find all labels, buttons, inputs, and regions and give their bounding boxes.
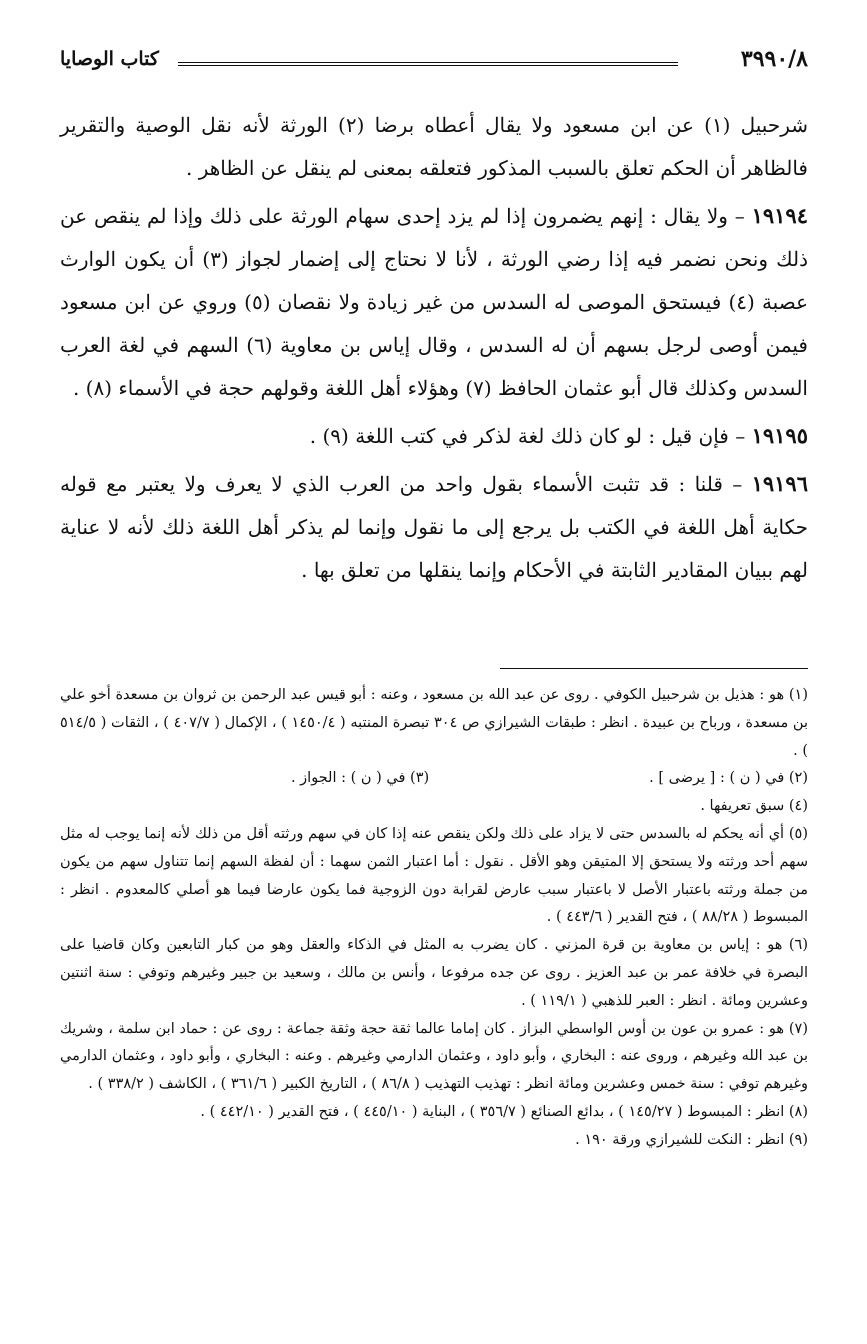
footnote: (٥) أي أنه يحكم له بالسدس حتى لا يزاد على ذلك ولكن ينقص عنه إذا كان في سهم ورثته أقل من ذلك لأنه إنما يوجب له مثل سهم أحد ورثته ولا يستحق إلا المتيقن وهو الأقل . نقول : أما اعتبار الثمن سهما : أن لفظة السهم إنما تتناول سهم من يكون من جملة ورثته باعتبار الأصل لا باعتبار سبب عارض لقرابة دون الزوجية فما يكون عارضا فيما هو أصلي كالمعدوم . انظر : المبسوط ( ٨٨/٢٨ ) ، فتح القدير ( ٤٤٣/٦ ) . bbox=[60, 825, 808, 926]
book-page bbox=[60, 42, 808, 1332]
book-title: كتاب الوصايا bbox=[60, 48, 159, 70]
paragraph-number: ١٩١٩٦ bbox=[751, 471, 808, 496]
footnote-pair bbox=[60, 765, 808, 793]
footnote: (١) هو : هذيل بن شرحبيل الكوفي . روى عن عبد الله بن مسعود ، وعنه : أبو قيس عبد الرحمن بن ثروان بن مسعدة أخو علي بن مسعدة ، ورباح بن عبيدة . انظر : طبقات الشيرازي ص ٣٠٤ تبصرة المنتبه ( ١٤٥٠/٤ ) ، الإكمال ( ٤٠٧/٧ ) ، الثقات ( ٥١٤/٥ ) . bbox=[60, 687, 809, 759]
footnote: (٣) في ( ن ) : الجواز . bbox=[290, 770, 430, 787]
paragraph bbox=[60, 414, 808, 458]
paragraph bbox=[60, 462, 808, 592]
header-rule bbox=[178, 62, 678, 66]
footnote: (٩) انظر : النكت للشيرازي ورقة ١٩٠ . bbox=[575, 1131, 808, 1148]
footnote: (٨) انظر : المبسوط ( ١٤٥/٢٧ ) ، بدائع الصنائع ( ٣٥٦/٧ ) ، البناية ( ٤٤٥/١٠ ) ، فتح القدير ( ٤٤٢/١٠ ) . bbox=[200, 1103, 808, 1120]
footnote: (٢) في ( ن ) : [ يرضى ] . bbox=[649, 770, 808, 787]
paragraph-number: ١٩١٩٤ bbox=[751, 203, 808, 228]
paragraph-text: – فإن قيل : لو كان ذلك لغة لذكر في كتب اللغة (٩) . bbox=[309, 424, 752, 448]
paragraph-text: – قلنا : قد تثبت الأسماء بقول واحد من العرب الذي لا يعرف ولا يعتبر مع قوله حكاية أهل اللغة في الكتب بل يرجع إلى ما نقول وإنما لم يذكر أهل اللغة ذلك لأنه لا عناية لهم ببيان المقادير الثابتة في الأحكام وإنما ينقلها من تعلق بها . bbox=[60, 472, 808, 582]
paragraph bbox=[60, 194, 808, 410]
footnote: (٧) هو : عمرو بن عون بن أوس الواسطي البزاز . كان إماما عالما ثقة حجة وثقة جماعة : روى عن : حماد ابن سلمة ، وشريك بن عبد الله وغيرهم ، وروى عنه : البخاري ، وأبو داود ، وعثمان الدارمي وغيرهم . وعنه : البخاري ، وأبو داود ، وعثمان الدارمي وغيرهم توفي : سنة خمس وعشرين ومائة انظر : تهذيب التهذيب ( ٨٦/٨ ) ، التاريخ الكبير ( ٣٦١/٦ ) ، الكاشف ( ٣٣٨/٢ ) . bbox=[60, 1020, 808, 1093]
footnote: (٦) هو : إياس بن معاوية بن قرة المزني . كان يضرب به المثل في الذكاء والعقل وهو من كبار التابعين وكان قاضيا على البصرة في خلافة عمر بن عبد العزيز . روى عن جده مرفوعا ، وأنس بن مالك ، وسعيد بن جبير وغيرهم وتوفي : سنة اثنتين وعشرين ومائة . انظر : العبر للذهبي ( ١١٩/١ ) . bbox=[60, 937, 808, 1009]
main-text bbox=[60, 104, 808, 596]
footnote-separator bbox=[500, 668, 808, 669]
paragraph bbox=[60, 104, 808, 190]
footnote: (٤) سبق تعريفها . bbox=[700, 798, 808, 815]
page-header bbox=[60, 42, 808, 82]
paragraph-text: – ولا يقال : إنهم يضمرون إذا لم يزد إحدى سهام الورثة على ذلك وإذا لم ينقص عن ذلك ونحن نضمر فيه إذا رضي الورثة ، لأنا لا نحتاج إلى إضمار لجواز (٣) أن يكون الوارث عصبة (٤) فيستحق الموصى له السدس من غير زيادة ولا نقصان (٥) وروي عن ابن مسعود فيمن أوصى لرجل بسهم أن له السدس ، وقال إياس بن معاوية (٦) السهم في لغة العرب السدس وكذلك قال أبو عثمان الحافظ (٧) وهؤلاء أهل اللغة وقولهم حجة في الأسماء (٨) . bbox=[60, 204, 808, 400]
footnote-gap bbox=[429, 765, 649, 793]
paragraph-number: ١٩١٩٥ bbox=[751, 423, 808, 448]
page-number: ٣٩٩٠/٨ bbox=[740, 46, 808, 72]
paragraph-text: شرحبيل (١) عن ابن مسعود ولا يقال أعطاه برضا (٢) الورثة لأنه نقل الوصية والتقرير فالظاهر أن الحكم تعلق بالسبب المذكور فتعلقه بمعنى لم ينقل عن الظاهر . bbox=[60, 113, 809, 180]
footnotes bbox=[60, 682, 808, 1155]
